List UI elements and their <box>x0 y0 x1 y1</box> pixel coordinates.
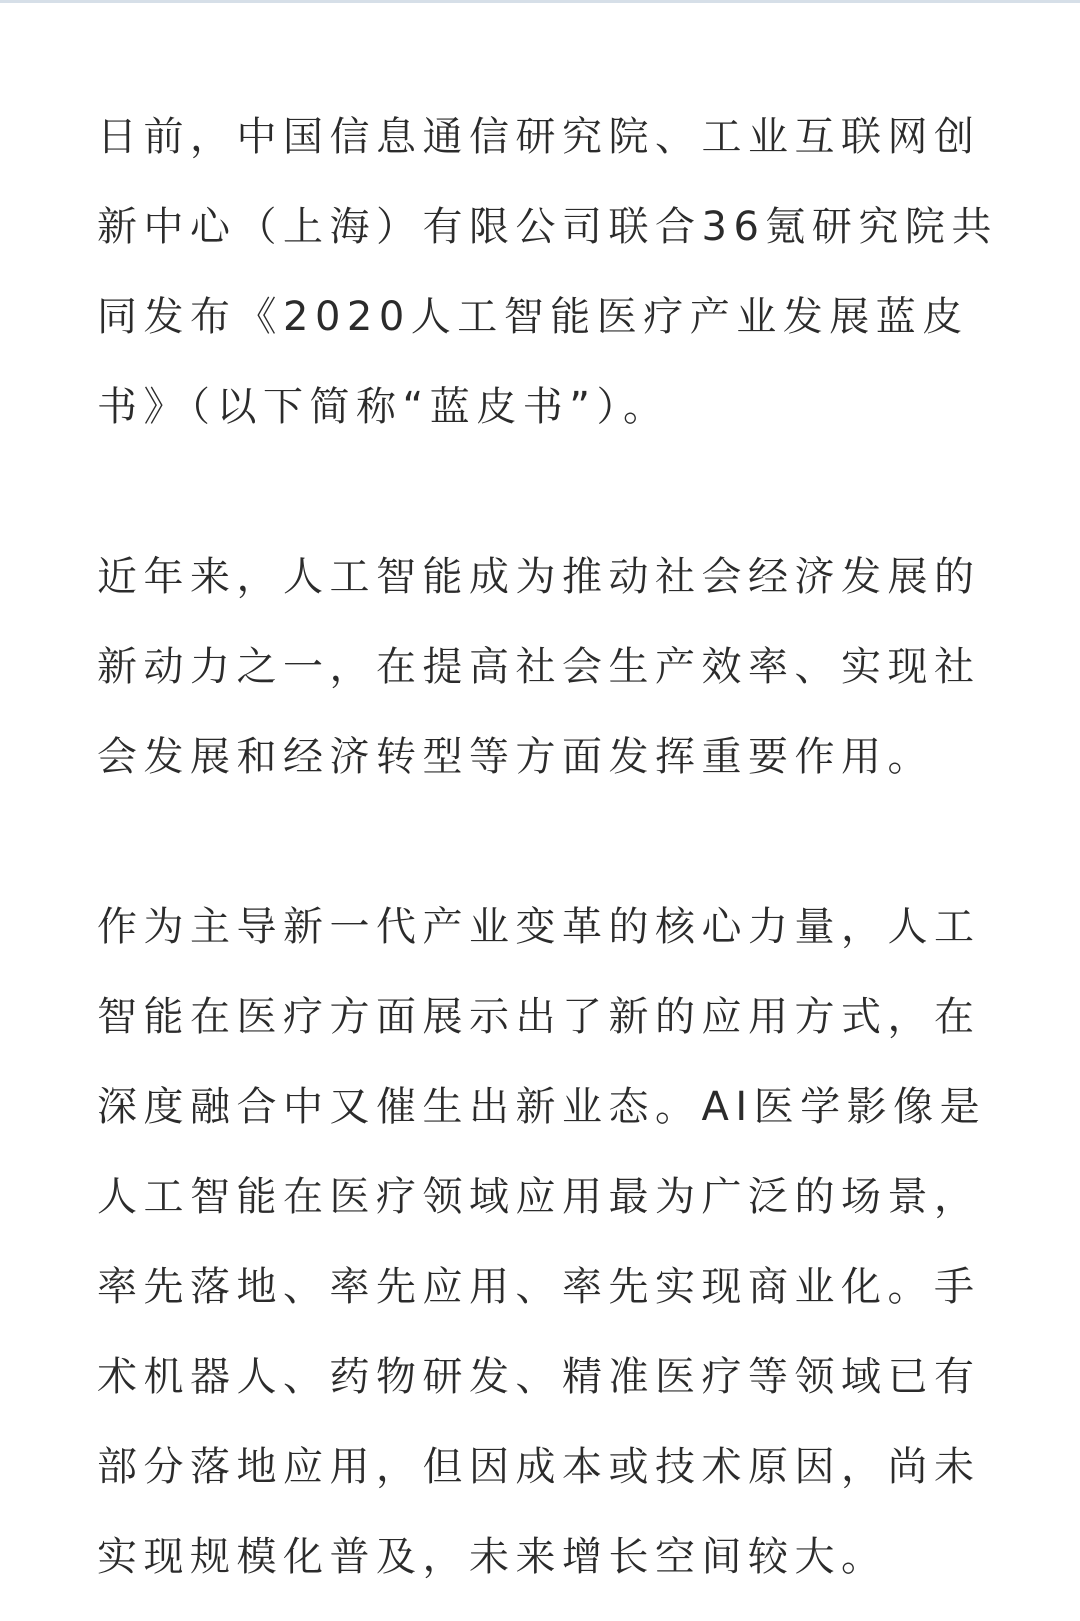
paragraph-line: 日前，中国信息通信研究院、工业互联网创 <box>97 114 981 160</box>
paragraph-line: 部分落地应用，但因成本或技术原因，尚未 <box>97 1444 981 1490</box>
paragraph-line: 会发展和经济转型等方面发挥重要作用。 <box>97 734 934 780</box>
paragraph-line: 深度融合中又催生出新业态。AI医学影像是 <box>97 1084 987 1130</box>
paragraph-line: 新动力之一，在提高社会生产效率、实现社 <box>97 644 981 690</box>
paragraph-line: 智能在医疗方面展示出了新的应用方式，在 <box>97 994 981 1040</box>
paragraph-line: 书》（以下简称“蓝皮书”）。 <box>97 384 670 430</box>
paragraph-line: 实现规模化普及，未来增长空间较大。 <box>97 1534 888 1580</box>
paragraph-line: 术机器人、药物研发、精准医疗等领域已有 <box>97 1354 981 1400</box>
paragraph-line: 作为主导新一代产业变革的核心力量，人工 <box>97 904 981 950</box>
paragraph-1 <box>97 92 998 452</box>
paragraph-line: 人工智能在医疗领域应用最为广泛的场景， <box>97 1174 981 1220</box>
article-body <box>97 92 998 1621</box>
paragraph-2 <box>97 532 987 802</box>
paragraph-line: 新中心（上海）有限公司联合36氪研究院共 <box>97 204 998 250</box>
paragraph-line: 率先落地、率先应用、率先实现商业化。手 <box>97 1264 981 1310</box>
paragraph-line: 同发布《2020人工智能医疗产业发展蓝皮 <box>97 294 969 340</box>
paragraph-3 <box>97 882 987 1602</box>
top-divider <box>0 0 1080 3</box>
paragraph-line: 近年来，人工智能成为推动社会经济发展的 <box>97 554 981 600</box>
